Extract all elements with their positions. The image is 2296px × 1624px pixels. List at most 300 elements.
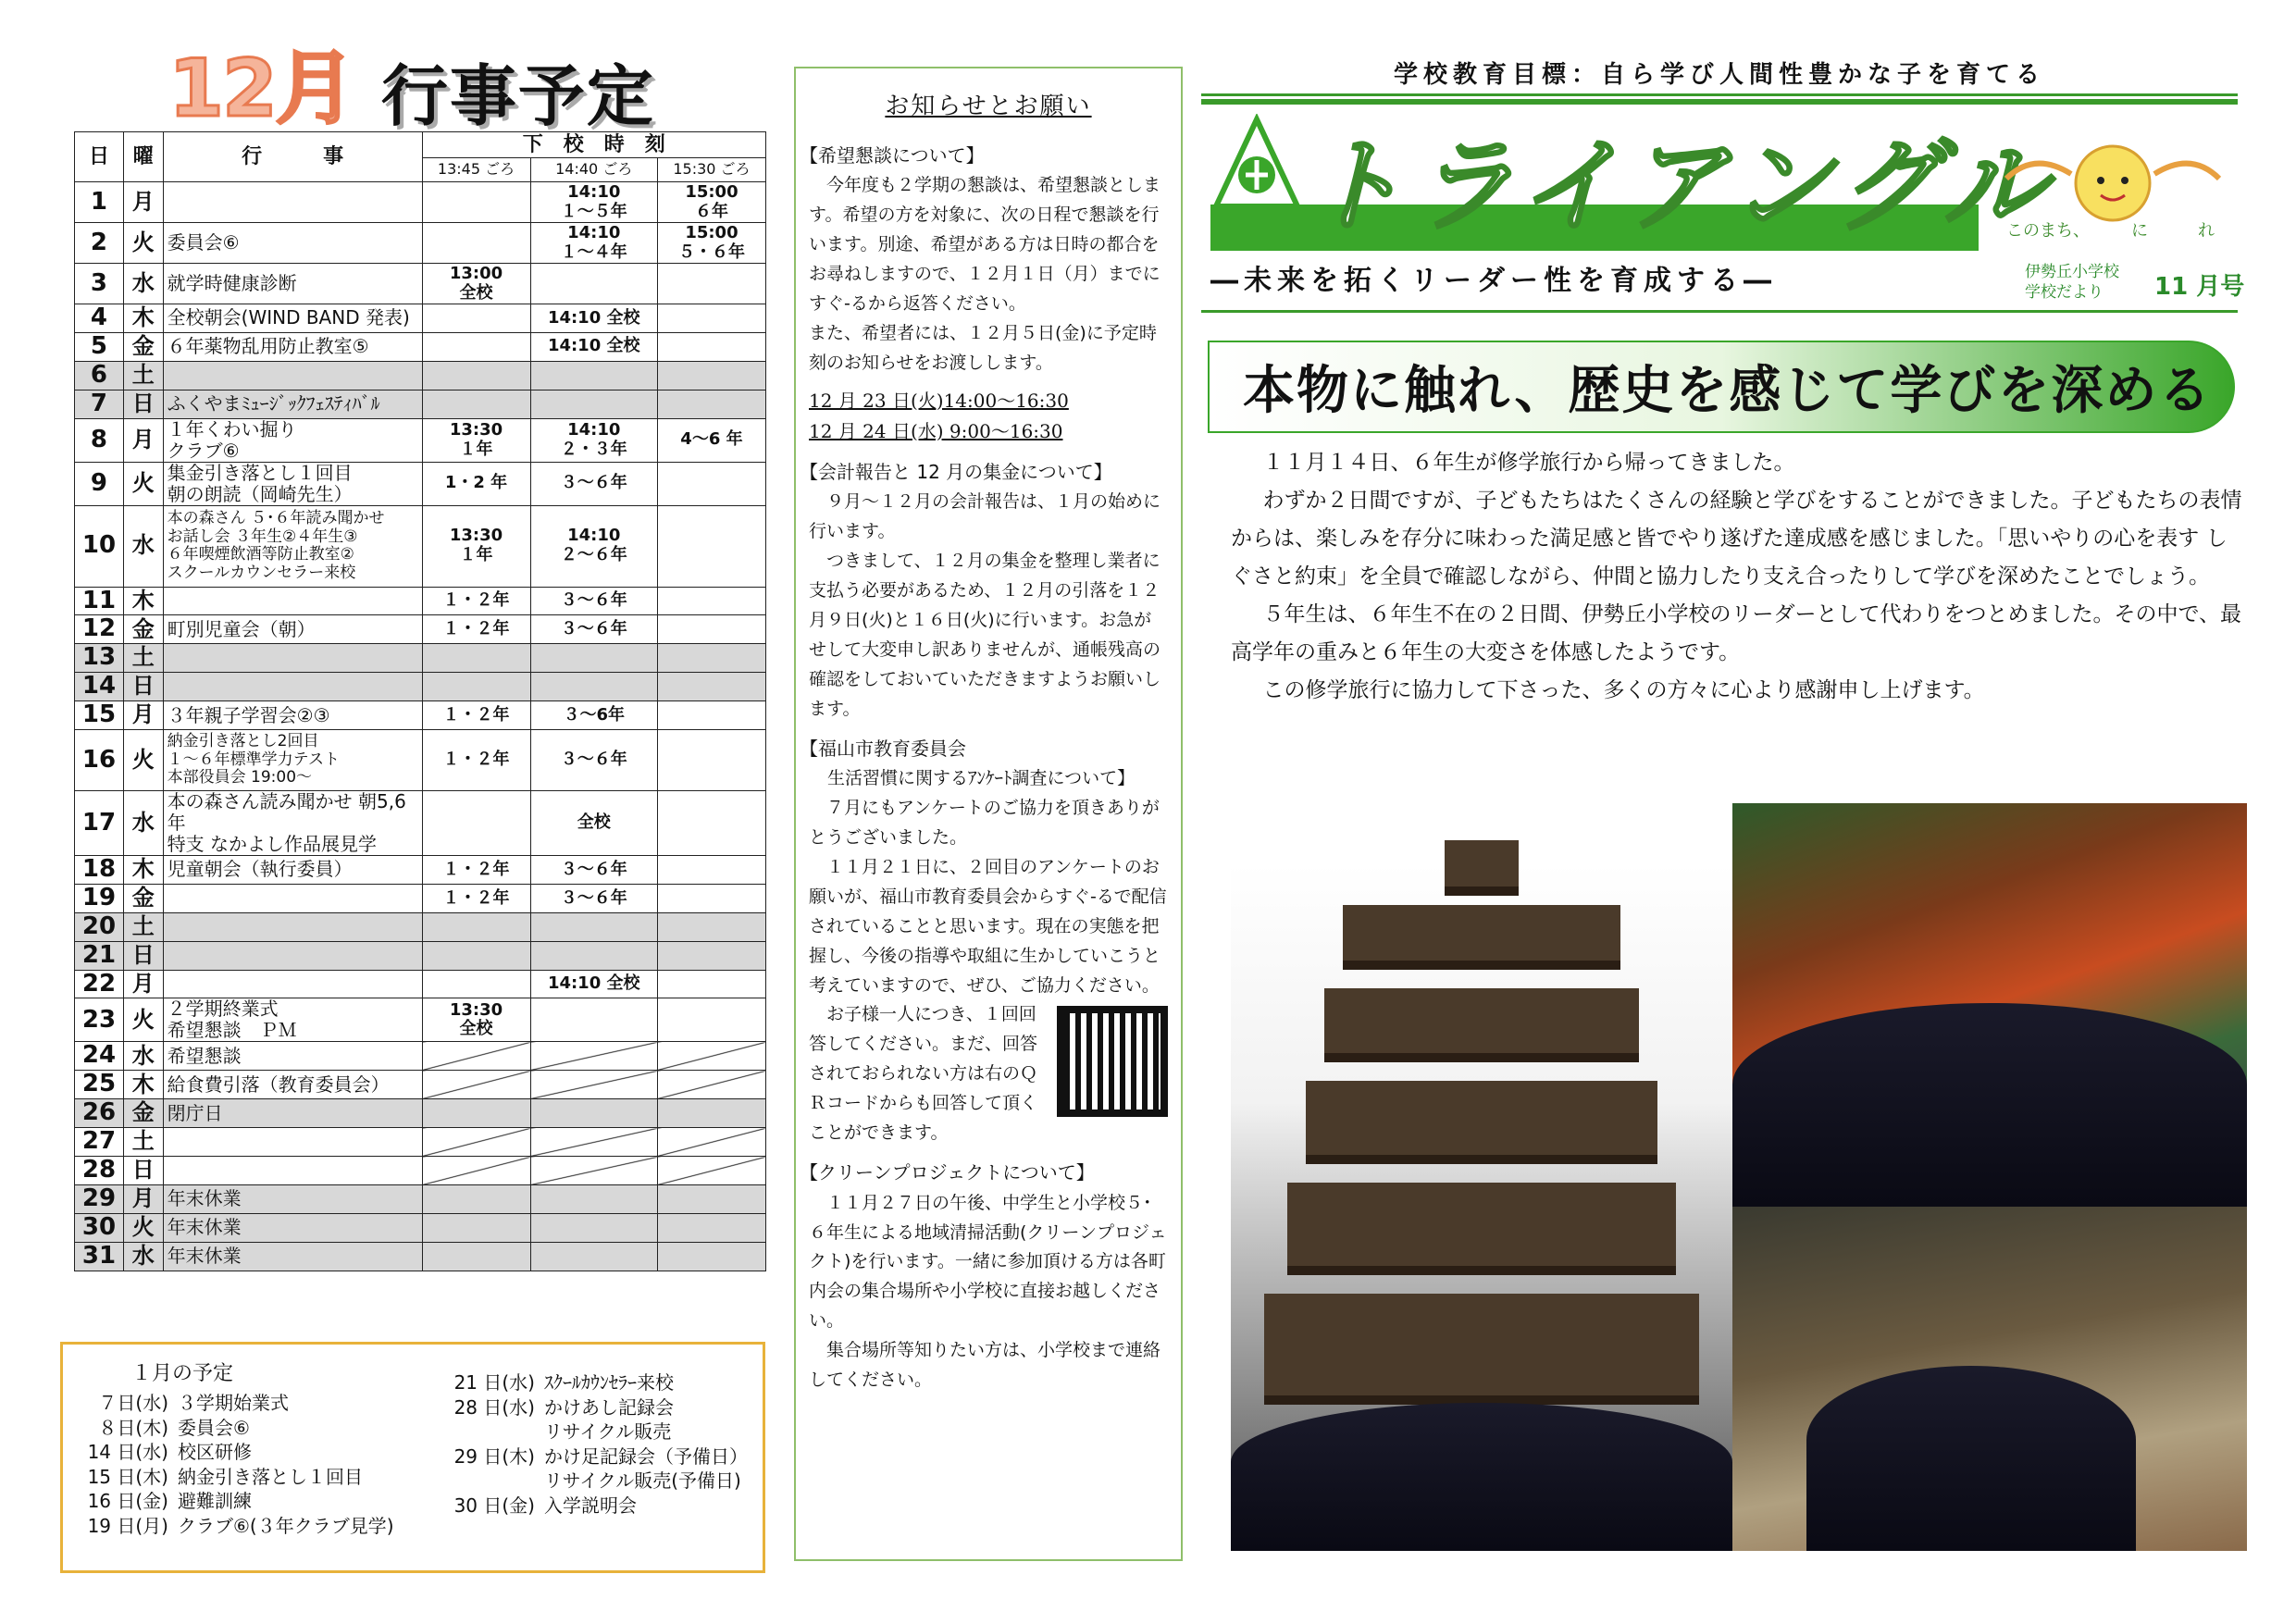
row-time-1530 <box>657 673 765 701</box>
january-schedule <box>60 1342 765 1573</box>
row-event: 年末休業 <box>163 1242 422 1271</box>
january-date: 15 日(木) <box>87 1465 168 1488</box>
article-paragraph: わずか２日間ですが、子どもたちはたくさんの経験と学びをすることができました。子どもたちの表情からは、楽しみを存分に味わった満足感と皆でやり遂げた達成感を感じました。「思いやりの心を表す しぐさと約束」を全員で確認しながら、仲間と協力したり支え合ったりして学びを深めたことでしょう。 <box>1231 488 2242 589</box>
row-weekday: 木 <box>123 1071 163 1099</box>
section-heading: 【会計報告と 12 月の集金について】 <box>800 460 1112 483</box>
row-weekday: 日 <box>123 1157 163 1185</box>
january-date: 16 日(金) <box>87 1490 168 1513</box>
students-crowd <box>1231 1403 1732 1551</box>
row-time-1345 <box>422 912 530 941</box>
section-body: 集合場所等知りたい方は、小学校まで連絡してください。 <box>809 1340 1161 1391</box>
row-time-1530 <box>657 1071 765 1099</box>
row-day: 16 <box>75 730 124 791</box>
schedule-row <box>75 223 766 264</box>
row-time-1530 <box>657 791 765 856</box>
row-day: 8 <box>75 418 124 462</box>
january-event: 委員会⑥ <box>178 1416 250 1439</box>
row-time-1440: ３～６年 <box>530 462 657 505</box>
row-time-1345: 13:00 全校 <box>422 264 530 304</box>
row-weekday: 土 <box>123 644 163 673</box>
row-time-1345 <box>422 644 530 673</box>
row-time-1345 <box>422 1157 530 1185</box>
schedule-row <box>75 390 766 418</box>
row-day: 3 <box>75 264 124 304</box>
row-weekday: 火 <box>123 1213 163 1242</box>
january-date: 14 日(水) <box>87 1441 168 1464</box>
january-item <box>442 1395 748 1420</box>
row-event: 委員会⑥ <box>163 223 422 264</box>
notice-consultation <box>800 141 1168 448</box>
row-time-1530 <box>657 941 765 970</box>
row-day: 18 <box>75 856 124 885</box>
row-time-1440 <box>530 390 657 418</box>
schedule-row <box>75 304 766 333</box>
january-date: ７日(水) <box>98 1392 168 1414</box>
january-event: 校区研修 <box>178 1441 252 1464</box>
row-day: 5 <box>75 332 124 361</box>
notice-clean-project <box>800 1158 1168 1395</box>
row-time-1530 <box>657 1242 765 1271</box>
january-heading: １月の予定 <box>131 1362 234 1385</box>
row-time-1440 <box>530 1128 657 1157</box>
row-event: １年くわい掘り クラブ⑥ <box>163 418 422 462</box>
row-day: 6 <box>75 361 124 390</box>
row-event: 年末休業 <box>163 1213 422 1242</box>
row-time-1440: 14:10 ２～６年 <box>530 505 657 587</box>
section-heading: 【希望懇談について】 <box>800 143 985 167</box>
row-time-1530 <box>657 884 765 912</box>
january-event: かけあし記録会 <box>544 1395 674 1419</box>
row-time-1530 <box>657 304 765 333</box>
row-time-1530 <box>657 701 765 730</box>
section-body: １１月２７日の午後、中学生と小学校５･６年生による地域清掃活動(クリーンプロジェクト)を行います。一緒に参加頂ける方は各町内会の集合場所や小学校に直接お越しください。 <box>809 1192 1167 1332</box>
row-weekday: 木 <box>123 587 163 615</box>
row-time-1530 <box>657 1184 765 1213</box>
schedule-table <box>74 131 766 1271</box>
col-dismissal: 下 校 時 刻 <box>422 132 766 158</box>
row-time-1345: 1・2 年 <box>422 462 530 505</box>
row-time-1345 <box>422 1099 530 1128</box>
row-day: 27 <box>75 1128 124 1157</box>
january-item <box>76 1465 394 1490</box>
january-item <box>442 1370 748 1395</box>
row-event <box>163 1128 422 1157</box>
row-weekday: 木 <box>123 304 163 333</box>
notice-section <box>794 67 1183 1561</box>
schedule-row <box>75 332 766 361</box>
row-day: 14 <box>75 673 124 701</box>
row-time-1440 <box>530 1157 657 1185</box>
row-time-1440: 全校 <box>530 791 657 856</box>
january-event: 避難訓練 <box>178 1490 252 1513</box>
january-date <box>442 1469 535 1494</box>
row-time-1530 <box>657 970 765 998</box>
pagoda-tier <box>1343 905 1620 970</box>
january-list-left <box>76 1391 394 1539</box>
row-event <box>163 673 422 701</box>
section-heading: 【福山市教育委員会 <box>800 737 966 760</box>
masthead-rule <box>1201 310 2238 313</box>
row-day: 24 <box>75 1042 124 1071</box>
col-t3: 15:30 ごろ <box>657 158 765 182</box>
row-event: ふくやまﾐｭｰｼﾞｯｸﾌｪｽﾃｨﾊﾞﾙ <box>163 390 422 418</box>
row-time-1530 <box>657 1099 765 1128</box>
consultation-date: 12 月 24 日(水) 9:00～16:30 <box>809 420 1063 443</box>
row-weekday: 月 <box>123 1184 163 1213</box>
schedule-row <box>75 730 766 791</box>
section-body: １１月２１日に、２回目のアンケートのお願いが、福山市教育委員会からすぐ-るで配信されていることと思います。現在の実態を把握し、今後の指導や取組に生かしていこうと考えていますので、ぜひ、ご協力ください。 <box>809 856 1167 996</box>
schedule-title <box>56 43 768 139</box>
section-body: また、希望者には、１２月５日(金)に予定時刻のお知らせをお渡しします。 <box>809 322 1157 373</box>
january-item <box>76 1416 394 1441</box>
col-event: 行 事 <box>163 132 422 182</box>
notice-accounting <box>800 457 1168 725</box>
pagoda-tier <box>1306 1081 1657 1164</box>
col-t1: 13:45 ごろ <box>422 158 530 182</box>
schedule-row <box>75 1071 766 1099</box>
row-weekday: 火 <box>123 730 163 791</box>
row-weekday: 火 <box>123 462 163 505</box>
row-time-1345 <box>422 332 530 361</box>
row-day: 1 <box>75 182 124 223</box>
january-date: 21 日(水) <box>453 1371 535 1394</box>
schedule-row <box>75 418 766 462</box>
january-event: ｽｸｰﾙｶｳﾝｾﾗｰ来校 <box>544 1371 674 1394</box>
row-time-1345: 13:30 １年 <box>422 418 530 462</box>
row-weekday: 水 <box>123 264 163 304</box>
row-day: 11 <box>75 587 124 615</box>
row-time-1345 <box>422 1128 530 1157</box>
row-time-1345 <box>422 1213 530 1242</box>
row-time-1440: ３～６年 <box>530 587 657 615</box>
pagoda-photo <box>1231 803 1732 1551</box>
january-event: クラブ⑥(３年クラブ見学) <box>178 1514 394 1537</box>
row-day: 9 <box>75 462 124 505</box>
row-time-1345: １・２年 <box>422 701 530 730</box>
january-event: リサイクル販売 <box>544 1420 672 1444</box>
schedule-row <box>75 1184 766 1213</box>
schedule-row <box>75 505 766 587</box>
row-time-1440 <box>530 1184 657 1213</box>
row-time-1440: 14:10 １～５年 <box>530 182 657 223</box>
january-event: 入学説明会 <box>544 1494 637 1517</box>
row-event <box>163 644 422 673</box>
schedule-row <box>75 1157 766 1185</box>
section-heading: 【クリーンプロジェクトについて】 <box>800 1161 1095 1184</box>
masthead <box>1201 105 2247 317</box>
row-time-1440: 14:10 全校 <box>530 332 657 361</box>
row-weekday: 金 <box>123 1099 163 1128</box>
row-time-1440 <box>530 1071 657 1099</box>
january-item <box>442 1469 748 1494</box>
january-item <box>76 1489 394 1514</box>
row-time-1440: 14:10 全校 <box>530 970 657 998</box>
row-time-1345 <box>422 390 530 418</box>
row-weekday: 金 <box>123 884 163 912</box>
row-event: 納金引き落とし2回目 １～６年標準学力テスト 本部役員会 19:00～ <box>163 730 422 791</box>
row-time-1530 <box>657 462 765 505</box>
col-t2: 14:40 ごろ <box>530 158 657 182</box>
row-weekday: 土 <box>123 912 163 941</box>
row-time-1345: 13:30 １年 <box>422 505 530 587</box>
row-weekday: 月 <box>123 418 163 462</box>
january-item <box>76 1440 394 1465</box>
row-time-1345 <box>422 970 530 998</box>
students-group <box>1806 1366 2136 1551</box>
row-day: 30 <box>75 1213 124 1242</box>
january-item <box>76 1514 394 1539</box>
row-time-1530: 4～6 年 <box>657 418 765 462</box>
row-day: 17 <box>75 791 124 856</box>
row-event: 就学時健康診断 <box>163 264 422 304</box>
row-day: 29 <box>75 1184 124 1213</box>
row-time-1530 <box>657 998 765 1042</box>
row-event <box>163 587 422 615</box>
newsletter-header <box>1201 56 2247 317</box>
row-day: 31 <box>75 1242 124 1271</box>
school-goal: 学校教育目標：自ら学び人間性豊かな子を育てる <box>1201 56 2238 96</box>
row-weekday: 水 <box>123 1242 163 1271</box>
row-time-1530 <box>657 615 765 644</box>
row-weekday: 水 <box>123 791 163 856</box>
row-time-1345: １・２年 <box>422 730 530 791</box>
schedule-row <box>75 1242 766 1271</box>
row-time-1530 <box>657 1157 765 1185</box>
schedule-row <box>75 1099 766 1128</box>
row-time-1345: １・２年 <box>422 884 530 912</box>
row-time-1530 <box>657 1213 765 1242</box>
row-weekday: 金 <box>123 332 163 361</box>
row-event: 閉庁日 <box>163 1099 422 1128</box>
row-time-1440 <box>530 264 657 304</box>
row-time-1440 <box>530 1099 657 1128</box>
row-time-1440: ３～６年 <box>530 615 657 644</box>
january-item <box>76 1391 394 1416</box>
section-body: 今年度も２学期の懇談は、希望懇談とします。希望の方を対象に、次の日程で懇談を行います。別途、希望がある方は日時の都合をお尋ねしますので、１２月１日（月）までにすぐ-るから返答ください。 <box>809 175 1161 314</box>
row-weekday: 月 <box>123 970 163 998</box>
schedule-row <box>75 462 766 505</box>
row-time-1440 <box>530 361 657 390</box>
schedule-row <box>75 1128 766 1157</box>
article-paragraph: この修学旅行に協力して下さった、多くの方々に心より感謝申し上げます。 <box>1262 677 1985 702</box>
row-time-1530 <box>657 361 765 390</box>
row-event: ２学期終業式 希望懇談 ＰＭ <box>163 998 422 1042</box>
row-time-1440 <box>530 673 657 701</box>
row-event: 希望懇談 <box>163 1042 422 1071</box>
article-paragraph: ５年生は、６年生不在の２日間、伊勢丘小学校のリーダーとして代わりをつとめました。その中で、最高学年の重みと６年生の大変さを体感したようです。 <box>1231 601 2242 664</box>
schedule-section <box>56 43 768 1270</box>
students-group <box>1732 1003 2247 1207</box>
pagoda-tier <box>1445 840 1519 896</box>
schedule-row <box>75 912 766 941</box>
row-time-1345 <box>422 1042 530 1071</box>
col-day: 日 <box>75 132 124 182</box>
schedule-row <box>75 1042 766 1071</box>
schedule-row <box>75 941 766 970</box>
row-time-1440 <box>530 912 657 941</box>
row-day: 22 <box>75 970 124 998</box>
row-time-1530 <box>657 264 765 304</box>
row-time-1440 <box>530 1213 657 1242</box>
row-time-1345 <box>422 1184 530 1213</box>
schedule-row <box>75 1213 766 1242</box>
row-time-1345 <box>422 361 530 390</box>
january-date: ８日(木) <box>98 1416 168 1439</box>
row-event <box>163 912 422 941</box>
schedule-row <box>75 182 766 223</box>
january-item <box>442 1419 748 1444</box>
january-item <box>442 1494 748 1519</box>
row-event: 町別児童会（朝） <box>163 615 422 644</box>
schedule-heading: 行事予定 <box>380 57 655 135</box>
school-info <box>2025 262 2119 303</box>
article-paragraph: １１月１４日、６年生が修学旅行から帰ってきました。 <box>1262 451 1795 475</box>
row-time-1530: 15:00 ５・６年 <box>657 223 765 264</box>
row-weekday: 日 <box>123 390 163 418</box>
row-day: 4 <box>75 304 124 333</box>
slogan: ―未来を拓くリーダー性を育成する― <box>1210 265 1777 297</box>
row-event: 本の森さん ５･６年読み聞かせ お話し会 ３年生②４年生③ ６年喫煙飲酒等防止教室② スクールカウンセラー来校 <box>163 505 422 587</box>
consultation-date: 12 月 23 日(火)14:00～16:30 <box>809 389 1069 412</box>
schedule-row <box>75 587 766 615</box>
row-time-1440: ３～６年 <box>530 730 657 791</box>
row-time-1345 <box>422 182 530 223</box>
row-day: 7 <box>75 390 124 418</box>
row-time-1345: １・２年 <box>422 856 530 885</box>
row-day: 20 <box>75 912 124 941</box>
row-day: 21 <box>75 941 124 970</box>
newsletter-title: トライアングル <box>1303 127 2053 245</box>
row-event: 年末休業 <box>163 1184 422 1213</box>
row-time-1440: 14:10 全校 <box>530 304 657 333</box>
row-weekday: 火 <box>123 223 163 264</box>
january-date: 28 日(水) <box>453 1395 535 1419</box>
row-day: 25 <box>75 1071 124 1099</box>
row-time-1440 <box>530 1242 657 1271</box>
row-weekday: 水 <box>123 1042 163 1071</box>
students-deer-photo <box>1732 1207 2247 1551</box>
january-event: かけ足記録会（予備日） <box>544 1444 748 1468</box>
section-body: ９月～１２月の会計報告は、１月の始めに行います。 <box>809 491 1161 542</box>
january-date: 30 日(金) <box>453 1494 535 1517</box>
row-weekday: 月 <box>123 701 163 730</box>
row-time-1530 <box>657 587 765 615</box>
row-time-1440: 14:10 ２・３年 <box>530 418 657 462</box>
row-time-1530: 15:00 ６年 <box>657 182 765 223</box>
row-day: 10 <box>75 505 124 587</box>
schedule-row <box>75 856 766 885</box>
row-time-1345: １・２年 <box>422 615 530 644</box>
section-body: お子様一人につき、１回回答してください。まだ、回答されておられない方は右のＱＲコードからも回答して頂くことができます。 <box>809 1004 1038 1144</box>
row-time-1345: １・２年 <box>422 587 530 615</box>
january-event: リサイクル販売(予備日) <box>544 1469 741 1493</box>
row-event <box>163 361 422 390</box>
row-weekday: 木 <box>123 856 163 885</box>
row-time-1530 <box>657 644 765 673</box>
schedule-row <box>75 791 766 856</box>
school-logo-icon <box>1210 114 1303 216</box>
row-event: 全校朝会(WIND BAND 発表) <box>163 304 422 333</box>
month-label: 12月 <box>168 43 354 135</box>
pagoda-tier <box>1287 1183 1676 1275</box>
row-event: 集金引き落とし１回目 朝の朗読（岡崎先生） <box>163 462 422 505</box>
row-time-1345 <box>422 1242 530 1271</box>
january-event: ３学期始業式 <box>178 1392 289 1414</box>
row-time-1530 <box>657 912 765 941</box>
row-weekday: 水 <box>123 505 163 587</box>
row-weekday: 日 <box>123 941 163 970</box>
row-weekday: 土 <box>123 1128 163 1157</box>
row-time-1345 <box>422 791 530 856</box>
mascot-icon <box>1997 132 2228 243</box>
row-time-1530 <box>657 856 765 885</box>
row-weekday: 金 <box>123 615 163 644</box>
students-walking-photo <box>1732 803 2247 1207</box>
section-body: つきまして、１２月の集金を整理し業者に支払う必要があるため、１２月の引落を１２月９日(火)と１６日(火)に行います。お急がせして大変申し訳ありませんが、通帳残高の確認をしておいていただきますようお願いします。 <box>809 551 1161 719</box>
schedule-row <box>75 264 766 304</box>
schedule-row <box>75 884 766 912</box>
row-day: 2 <box>75 223 124 264</box>
row-event: 給食費引落（教育委員会） <box>163 1071 422 1099</box>
row-time-1530 <box>657 1128 765 1157</box>
january-list-right <box>442 1370 748 1519</box>
row-day: 12 <box>75 615 124 644</box>
row-time-1440 <box>530 644 657 673</box>
row-time-1530 <box>657 390 765 418</box>
row-weekday: 月 <box>123 182 163 223</box>
row-time-1440: 14:10 １～４年 <box>530 223 657 264</box>
january-event: 納金引き落とし１回目 <box>178 1465 363 1488</box>
notice-survey <box>800 734 1168 1148</box>
row-time-1440 <box>530 998 657 1042</box>
svg-text:このまち、 に れ: このまち、 に れ <box>2006 221 2215 241</box>
row-time-1530 <box>657 730 765 791</box>
row-time-1440: ３～６年 <box>530 856 657 885</box>
row-event <box>163 941 422 970</box>
row-day: 13 <box>75 644 124 673</box>
schedule-row <box>75 998 766 1042</box>
row-time-1530 <box>657 332 765 361</box>
row-time-1530 <box>657 505 765 587</box>
row-day: 26 <box>75 1099 124 1128</box>
row-event <box>163 182 422 223</box>
january-date: 19 日(月) <box>87 1514 168 1537</box>
pagoda-tier <box>1324 988 1639 1062</box>
section-body: ７月にもアンケートのご協力を頂きありがとうございました。 <box>809 798 1160 849</box>
row-time-1530 <box>657 1042 765 1071</box>
row-time-1345: 13:30 全校 <box>422 998 530 1042</box>
january-item <box>442 1444 748 1469</box>
row-event: ３年親子学習会②③ <box>163 701 422 730</box>
schedule-row <box>75 673 766 701</box>
row-time-1345 <box>422 673 530 701</box>
row-day: 19 <box>75 884 124 912</box>
schedule-row <box>75 701 766 730</box>
row-day: 15 <box>75 701 124 730</box>
col-weekday: 曜 <box>123 132 163 182</box>
row-event: 児童朝会（執行委員） <box>163 856 422 885</box>
newsletter-kind: 学校だより <box>2025 283 2104 303</box>
row-time-1440: ３～6年 <box>530 701 657 730</box>
qr-code[interactable] <box>1057 1006 1168 1117</box>
row-day: 28 <box>75 1157 124 1185</box>
row-time-1440 <box>530 1042 657 1071</box>
row-time-1440: ３～６年 <box>530 884 657 912</box>
schedule-row <box>75 361 766 390</box>
row-event: ６年薬物乱用防止教室⑤ <box>163 332 422 361</box>
row-time-1345 <box>422 223 530 264</box>
row-time-1440 <box>530 941 657 970</box>
